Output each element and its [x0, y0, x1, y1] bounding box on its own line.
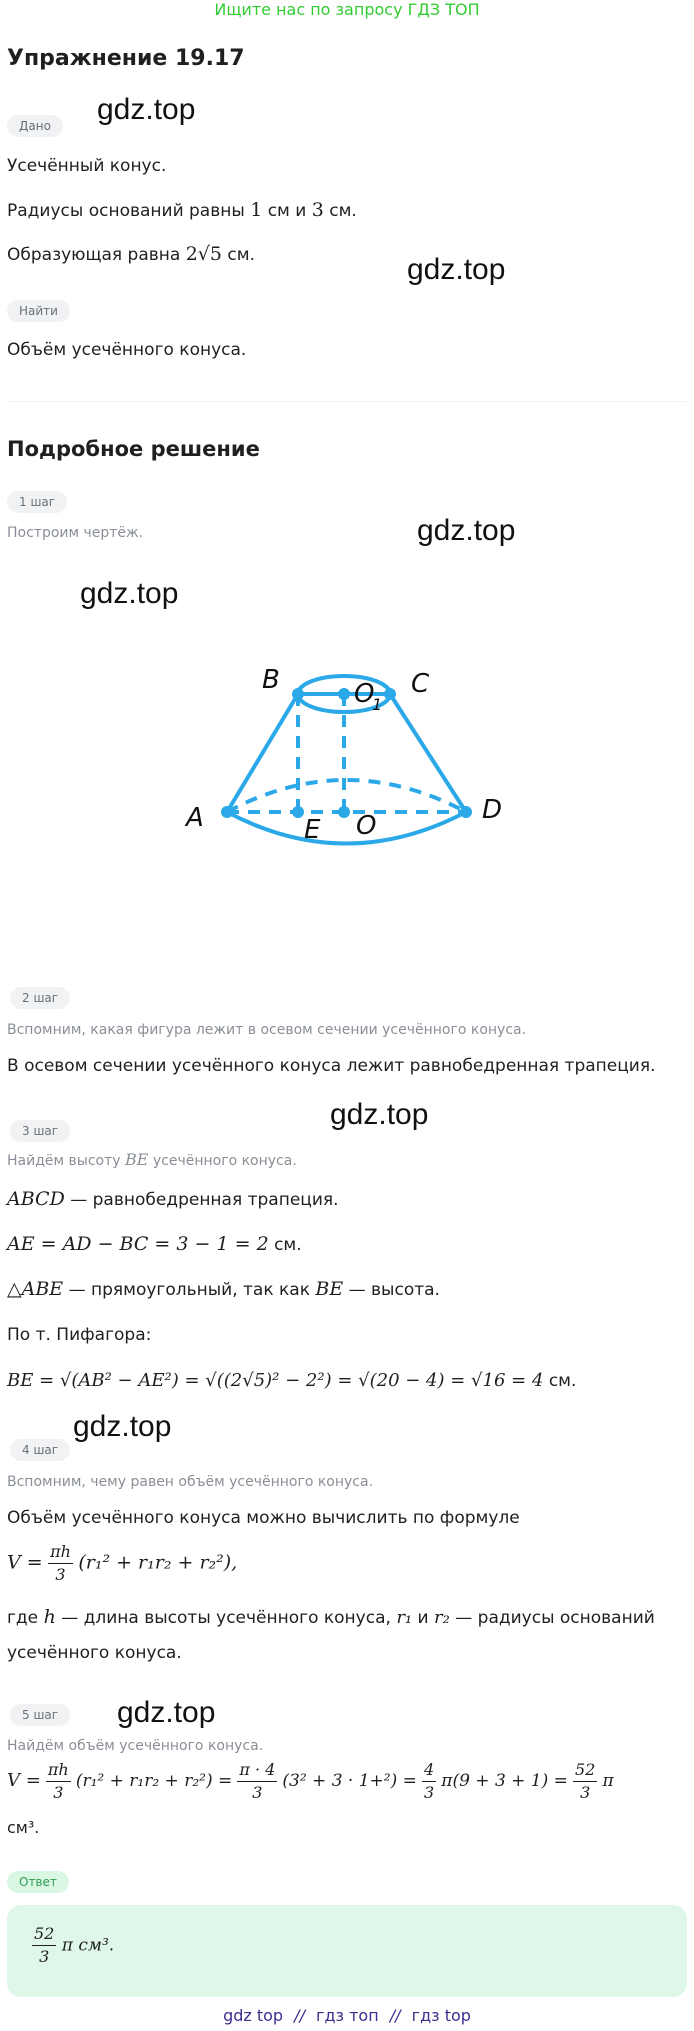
watermark: gdz.top — [80, 577, 179, 610]
segment-cd — [390, 694, 466, 812]
step-4-line-3: где h — длина высоты усечённого конуса, r₁ и r₂ — радиусы оснований — [7, 1606, 655, 1628]
given-line-3: Образующая равна 2√5 см. — [7, 243, 255, 265]
point-o1 — [338, 688, 350, 700]
step-5-hint: Найдём объём усечённого конуса. — [7, 1738, 264, 1754]
point-b — [292, 688, 304, 700]
segment-ab — [227, 694, 298, 812]
label-o1: O — [354, 679, 375, 709]
step-3-badge: 3 шаг — [10, 1120, 70, 1142]
step-3-hint: Найдём высоту BE усечённого конуса. — [7, 1150, 297, 1169]
step-1-badge: 1 шаг — [7, 491, 67, 513]
given-line-2: Радиусы оснований равны 1 см и 3 см. — [7, 199, 357, 221]
step-3-line-4: По т. Пифагора: — [7, 1325, 152, 1345]
step-3-line-5: BE = √(AB² − AE²) = √((2√5)² − 2²) = √(20 − 4) = √16 = 4 см. — [7, 1370, 577, 1391]
footer-link-2[interactable]: гдз топ — [316, 2006, 379, 2025]
point-c — [384, 688, 396, 700]
label-d: D — [482, 795, 503, 825]
watermark: gdz.top — [417, 514, 516, 547]
watermark: gdz.top — [407, 253, 506, 286]
step-2-hint: Вспомним, какая фигура лежит в осевом сечении усечённого конуса. — [7, 1022, 527, 1038]
step-5-formula: V = $\frac{\pi h}{3}$ (r₁² + r₁r₂ + r₂²) = $\frac{\pi \cdot 4}{3}$ (3² + 3 · 1+²) = $\frac{4}{3}$ π(9 + 3 + 1) = $\frac{52}{3}$ π — [7, 1760, 614, 1802]
watermark: gdz.top — [97, 93, 196, 126]
footer-sep: // — [389, 2006, 401, 2025]
answer-value: $\frac{52}{3}$ π см³. — [34, 1924, 115, 1966]
watermark: gdz.top — [117, 1696, 216, 1729]
step-4-formula: V = $\frac{\pi h}{3}$ (r₁² + r₁r₂ + r₂²), — [7, 1542, 238, 1584]
step-2-badge: 2 шаг — [10, 987, 70, 1009]
find-badge: Найти — [7, 300, 70, 322]
page-title: Упражнение 19.17 — [7, 46, 245, 71]
footer-links — [0, 2006, 694, 2025]
watermark: gdz.top — [330, 1098, 429, 1131]
solution-title: Подробное решение — [7, 437, 260, 461]
label-a: A — [186, 803, 204, 833]
label-o: O — [356, 811, 377, 841]
step-5-badge: 5 шаг — [10, 1704, 70, 1726]
watermark: gdz.top — [73, 1410, 172, 1443]
step-3-line-2: AE = AD − BC = 3 − 1 = 2 см. — [7, 1233, 302, 1255]
step-3-line-1: ABCD — равнобедренная трапеция. — [7, 1188, 339, 1210]
top-banner[interactable]: Ищите нас по запросу ГДЗ ТОП — [214, 0, 480, 19]
point-o — [338, 806, 350, 818]
step-4-line-1: Объём усечённого конуса можно вычислить по формуле — [7, 1508, 520, 1528]
step-5-unit: см³. — [7, 1818, 40, 1837]
step-4-line-4: усечённого конуса. — [7, 1643, 182, 1663]
step-3-line-3: △ABE — прямоугольный, так как BE — высота. — [7, 1278, 440, 1300]
label-b: B — [262, 665, 280, 695]
find-line: Объём усечённого конуса. — [7, 340, 247, 360]
step-4-hint: Вспомним, чему равен объём усечённого конуса. — [7, 1474, 374, 1490]
step-1-hint: Построим чертёж. — [7, 525, 144, 541]
point-e — [292, 806, 304, 818]
point-a — [221, 806, 233, 818]
divider — [7, 401, 687, 402]
footer-link-3[interactable]: гдз top — [411, 2006, 471, 2025]
given-badge: Дано — [7, 115, 63, 137]
step-4-badge: 4 шаг — [10, 1439, 70, 1461]
footer-sep: // — [294, 2006, 305, 2025]
point-d — [460, 806, 472, 818]
label-c: C — [411, 669, 430, 699]
step-2-text: В осевом сечении усечённого конуса лежит равнобедренная трапеция. — [7, 1056, 656, 1076]
given-line-1: Усечённый конус. — [7, 156, 167, 176]
label-o1-sub: 1 — [372, 695, 383, 714]
footer-link-1[interactable]: gdz top — [223, 2006, 284, 2025]
truncated-cone-figure — [170, 650, 520, 860]
answer-badge: Ответ — [7, 1871, 69, 1893]
label-e: E — [304, 815, 321, 845]
